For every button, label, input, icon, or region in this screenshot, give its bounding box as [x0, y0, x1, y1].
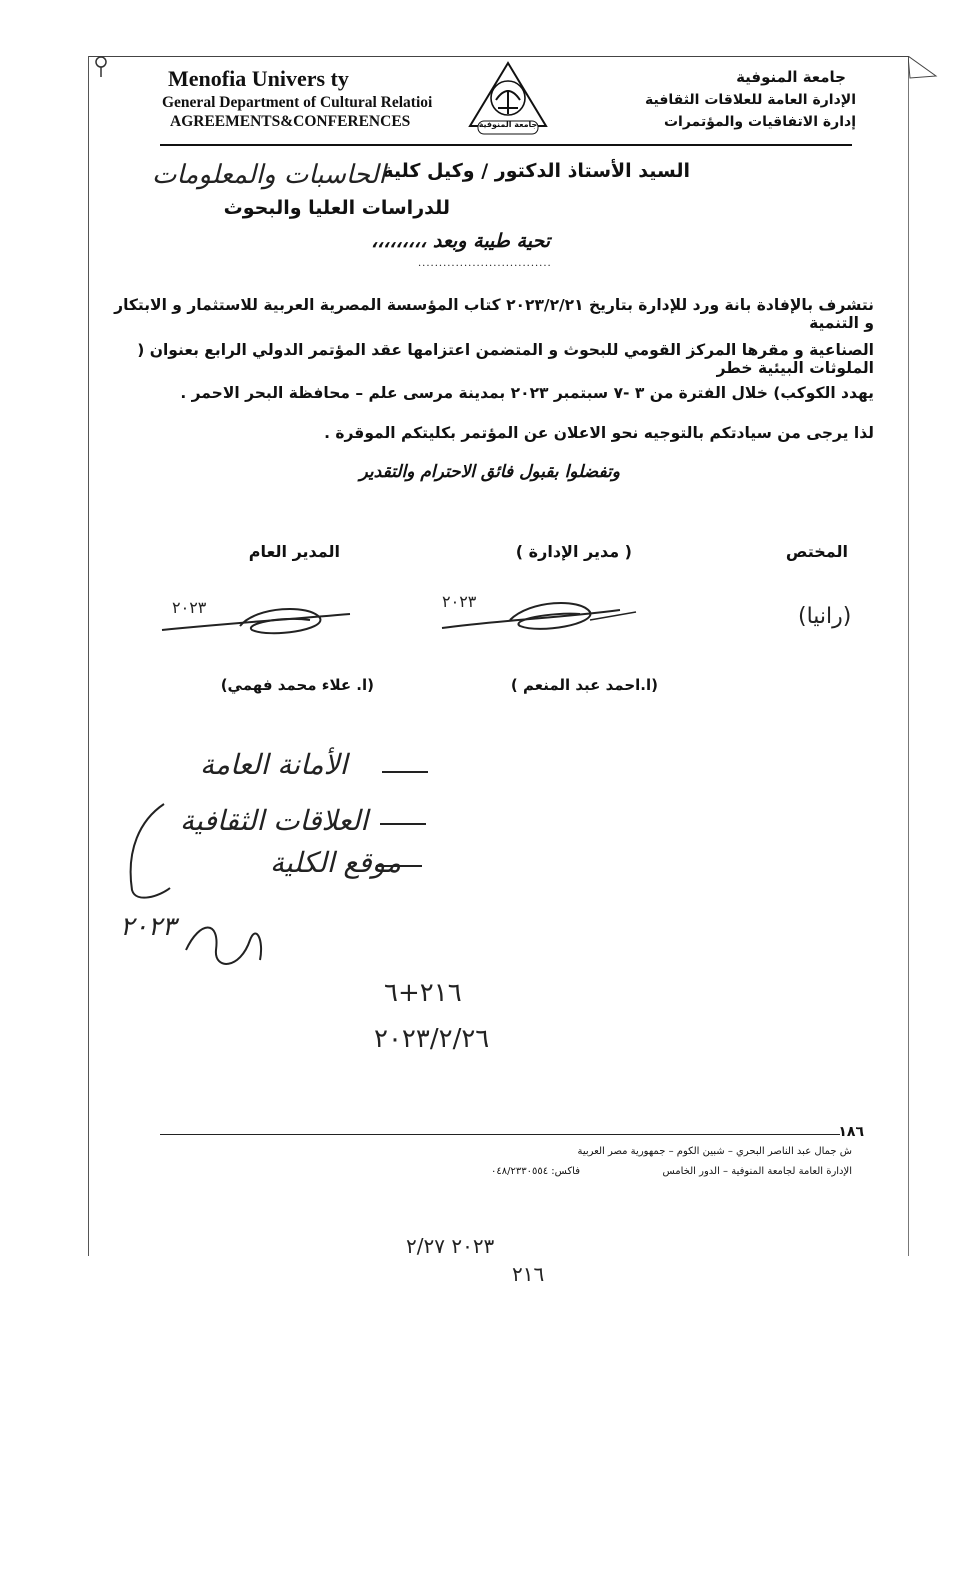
signature-name-director: (ا.احمد عبد المنعم ) — [510, 676, 658, 694]
salutation-dots: ................................ — [418, 258, 552, 269]
salutation-greeting: تحية طيبة وبعد ،،،،،،،،، — [371, 230, 550, 252]
handwritten-note-item3: موقع الكلية — [270, 846, 402, 879]
body-paragraph-line4: لذا يرجى من سيادتكم بالتوجيه نحو الاعلان عن المؤتمر بكليتكم الموقرة . — [324, 424, 874, 442]
header-ar-department: الإدارة العامة للعلاقات الثقافية — [645, 92, 856, 108]
handwritten-reference-1: ٢١٦+٦ — [384, 978, 462, 1008]
footer-admin: الإدارة العامة لجامعة المنوفية – الدور الخامس — [662, 1166, 852, 1177]
salutation-line1: السيد الأستاذ الدكتور / وكيل كلية — [382, 160, 690, 182]
handwritten-initials-scribble — [180, 910, 270, 984]
footer-rule — [160, 1134, 840, 1135]
handwritten-note-item2: العلاقات الثقافية — [180, 804, 369, 837]
header-rule — [160, 144, 852, 146]
signature-title-specialist: المختص — [785, 542, 848, 561]
page-frame-top — [88, 56, 908, 58]
signature-specialist: (رانيا) — [798, 604, 852, 629]
handwritten-dashes — [372, 758, 432, 882]
page-frame-right — [908, 56, 910, 1256]
signature-name-general-director: (ا. علاء محمد فهمي) — [220, 676, 374, 694]
header-ar-university: جامعة المنوفية — [736, 68, 846, 86]
handwritten-bracket-scribble — [120, 800, 180, 914]
header-en-department: General Department of Cultural Relatioi — [162, 94, 433, 111]
signature-title-director: ( مدير الإدارة ) — [515, 542, 632, 561]
header-en-university: Menofia Univers ty — [168, 66, 349, 91]
footer-fax: فاكس: ٠٤٨/٢٣٣٠٥٥٤ — [491, 1166, 580, 1177]
footer-address: ش جمال عبد الناصر البحري – شبين الكوم – جمهورية مصر العربية — [577, 1146, 852, 1157]
handwritten-note-date: ٢٠٢٣ — [120, 912, 176, 942]
body-paragraph-line1: نتشرف بالإفادة بانة ورد للإدارة بتاريخ ٢٠٢٣/٢/٢١ كتاب المؤسسة المصرية العربية للاستثمار و الابتكار و التنمية — [114, 296, 874, 332]
signature-title-general-director: المدير العام — [248, 542, 340, 561]
body-paragraph-line2: الصناعية و مقرها المركز القومي للبحوث و المتضمن اعتزامها عقد المؤتمر الدولي الرابع بعنوان ( الملوثات البيئية خطر — [137, 341, 874, 377]
pin-icon — [94, 56, 108, 82]
folded-corner-icon — [908, 56, 938, 84]
handwritten-reference-2: ٢٠٢٣/٢/٢٦ — [374, 1024, 490, 1054]
signature-director-date: ٢٠٢٣ — [442, 592, 477, 611]
body-paragraph-line3: يهدد الكوكب) خلال الفترة من ٣ -٧ سبتمبر ٢٠٢٣ بمدينة مرسى علم – محافظة البحر الاحمر . — [180, 384, 874, 402]
bottom-handwritten-note-2: ٢١٦ — [512, 1262, 545, 1286]
salutation-line2: للدراسات العليا والبحوث — [223, 197, 450, 219]
page-frame-left — [88, 56, 90, 1256]
header-en-section: AGREEMENTS&CONFERENCES — [170, 113, 411, 130]
signature-general-director-date: ٢٠٢٣ — [172, 598, 207, 617]
bottom-handwritten-note-1: ٢٠٢٣ ٢/٢٧ — [406, 1234, 495, 1258]
seal-caption: جامعة المنوفية — [478, 120, 538, 129]
body-closing: وتفضلوا بقبول فائق الاحترام والتقدير — [359, 462, 620, 482]
header-ar-section: إدارة الاتفاقيات والمؤتمرات — [663, 114, 856, 130]
handwritten-note-item1: الأمانة العامة — [200, 748, 348, 781]
footer-page-number: ١٨٦ — [838, 1124, 864, 1140]
handwritten-faculty-name: الحاسبات والمعلومات — [152, 160, 386, 190]
